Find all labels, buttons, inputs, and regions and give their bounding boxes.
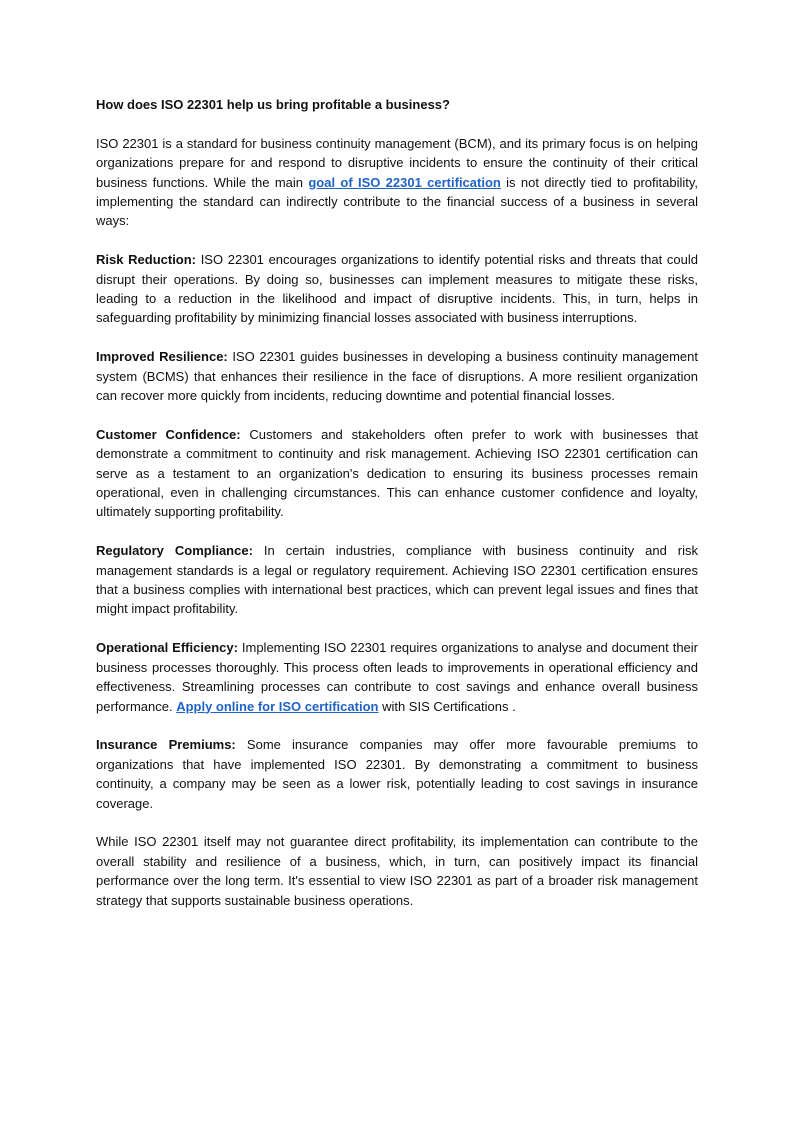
section-text: Customers and stakeholders often prefer to work with businesses that demonstrate a commitment to continuity and risk management. Achieving ISO 22301 certification can serve as a testament to an organization's dedication to ensuring its business processes remain operational, even in challenging circumstances. This can enhance customer confidence and loyalty, ultimately supporting profitability. (96, 426, 698, 520)
section-risk-reduction (96, 250, 698, 328)
section-text: ISO 22301 guides businesses in developing a business continuity management system (BCMS) that enhances their resilience in the face of disruptions. A more resilient organization can recover more quickly from incidents, reducing downtime and potential financial losses. (96, 349, 698, 404)
section-text: Some insurance companies may offer more favourable premiums to organizations that have implemented ISO 22301. By demonstrating a commitment to business continuity, a company may be seen as a lower risk, potentially leading to cost savings in insurance coverage. (96, 737, 698, 811)
section-heading: Customer Confidence: (96, 426, 241, 442)
section-regulatory-compliance (96, 541, 698, 619)
intro-text: ISO 22301 is a standard for business continuity management (BCM), and its primary focus is on helping organizations prepare for and respond to disruptive incidents to ensure the continuity of their critical business functions. While the main (96, 135, 698, 190)
intro-paragraph (96, 134, 698, 231)
section-heading: Improved Resilience: (96, 349, 228, 365)
section-insurance-premiums (96, 735, 698, 813)
conclusion-paragraph: While ISO 22301 itself may not guarantee direct profitability, its implementation can contribute to the overall stability and resilience of a business, which, in turn, can positively impact its financial performance over the long term. It's essential to view ISO 22301 as part of a broader risk management strategy that supports sustainable business operations. (96, 834, 698, 908)
section-text: ISO 22301 encourages organizations to identify potential risks and threats that could disrupt their operations. By doing so, businesses can implement measures to mitigate these risks, leading to a reduction in the likelihood and impact of disruptive incidents. This, in turn, helps in safeguarding profitability by minimizing financial losses associated with business interruptions. (96, 252, 698, 326)
section-heading: Operational Efficiency: (96, 640, 238, 656)
section-text-continued: with SIS Certifications . (378, 698, 516, 714)
section-text: In certain industries, compliance with business continuity and risk management standards is a legal or regulatory requirement. Achieving ISO 22301 certification ensures that a business complies with international best practices, which can prevent legal issues and fines that might impact profitability. (96, 543, 699, 617)
section-text: Implementing ISO 22301 requires organizations to analyse and document their business processes thoroughly. This process often leads to improvements in operational efficiency and effectiveness. Streamlining processes can contribute to cost savings and enhance overall business performance. (96, 640, 699, 714)
goal-of-iso-22301-link[interactable]: goal of ISO 22301 certification (308, 174, 501, 190)
intro-text-continued: is not directly tied to profitability, implementing the standard can indirectly contribute to the financial success of a business in several ways: (96, 174, 698, 229)
section-heading: Insurance Premiums: (96, 737, 236, 753)
section-operational-efficiency (96, 638, 698, 716)
apply-online-link[interactable]: Apply online for ISO certification (176, 698, 379, 714)
document-page (96, 95, 698, 929)
section-heading: Risk Reduction: (96, 252, 197, 268)
section-customer-confidence (96, 425, 698, 522)
section-improved-resilience (96, 347, 698, 405)
document-title: How does ISO 22301 help us bring profitable a business? (96, 97, 450, 112)
section-heading: Regulatory Compliance: (96, 543, 253, 559)
